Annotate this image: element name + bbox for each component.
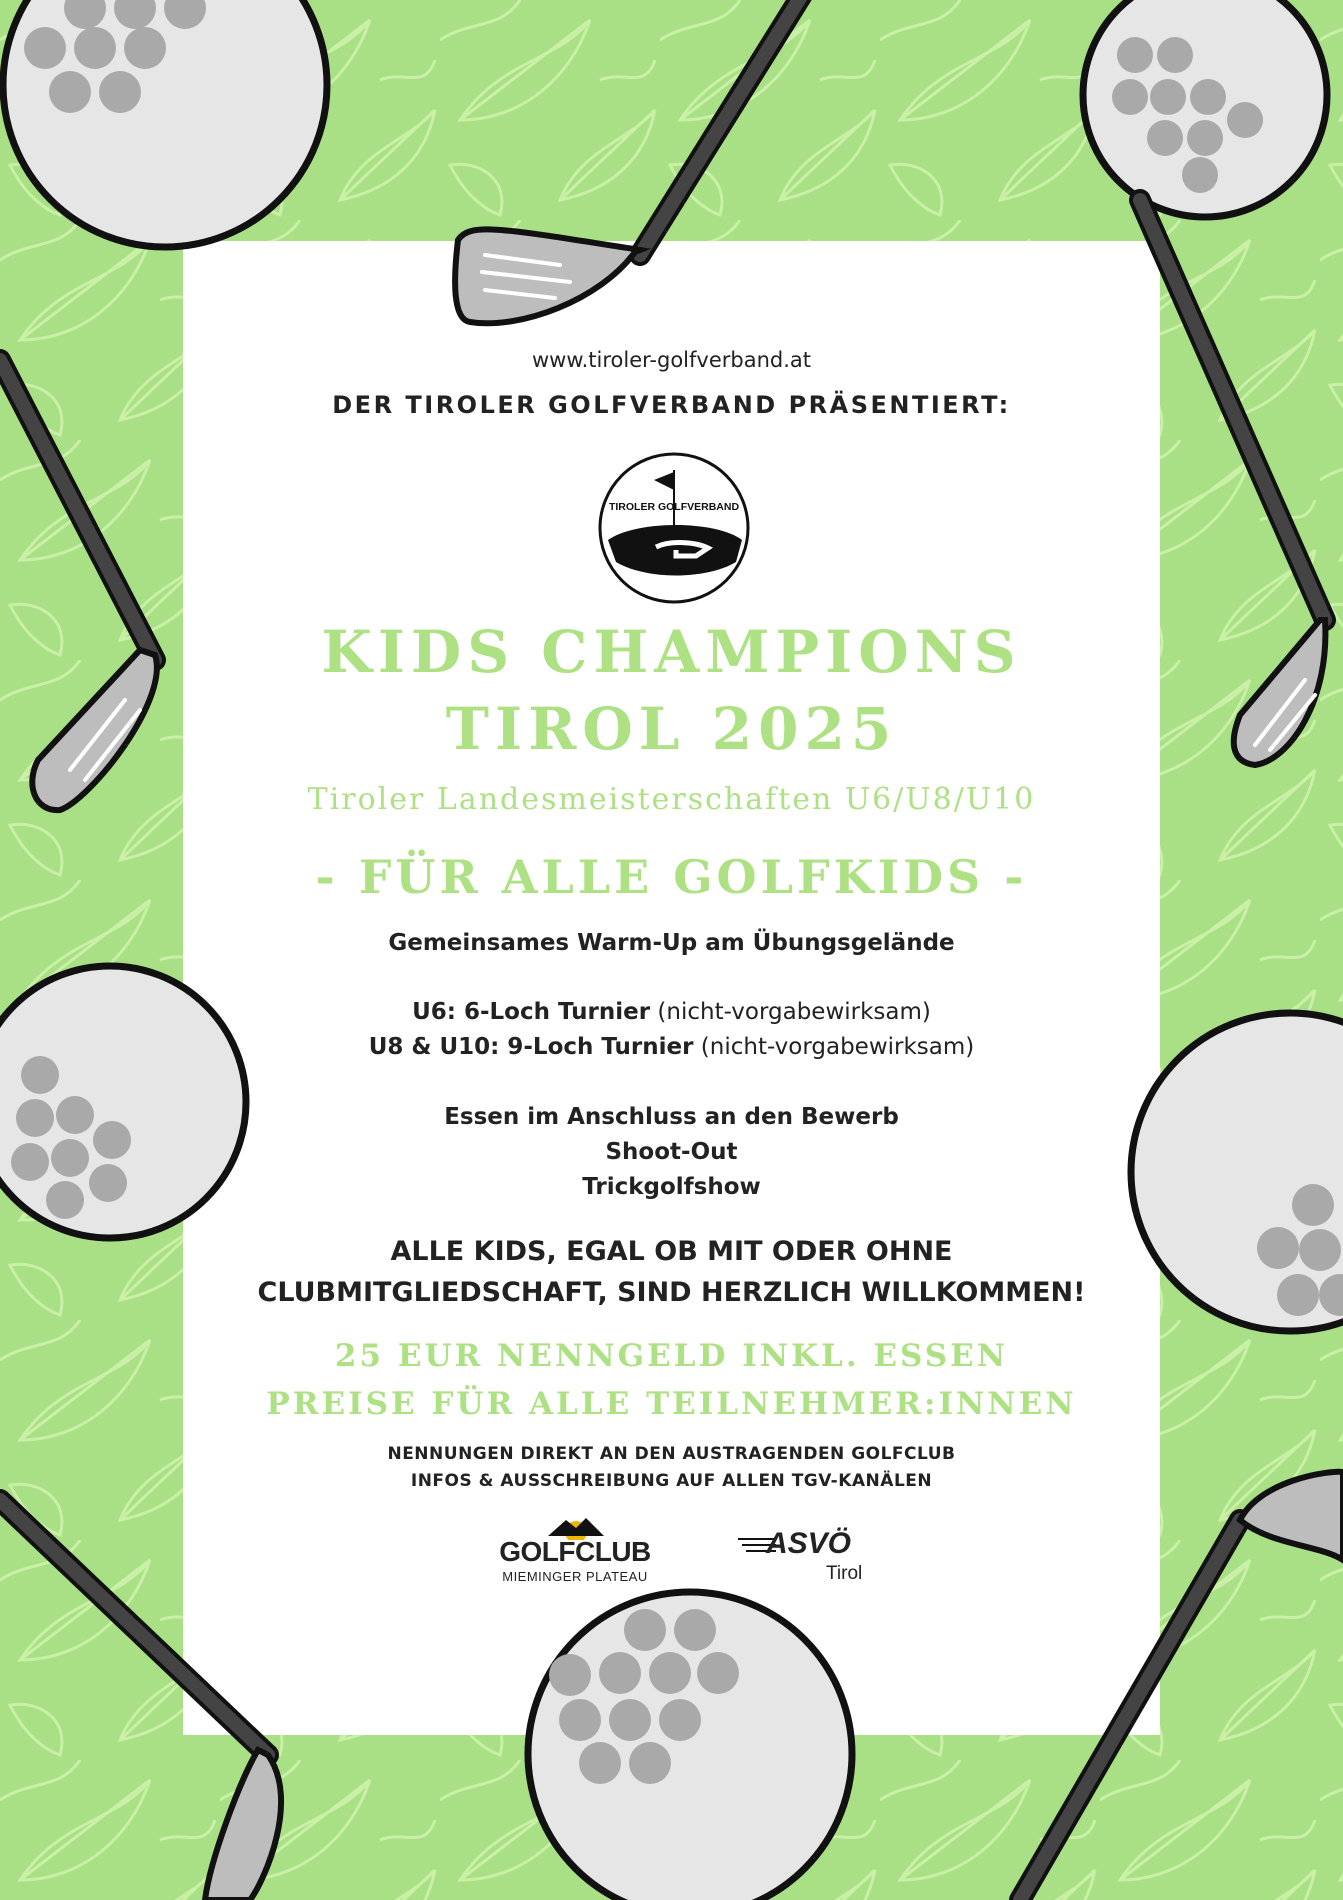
event-subtitle: Tiroler Landesmeisterschaften U6/U8/U10 bbox=[307, 782, 1036, 817]
asvo-name: ASVÖ bbox=[766, 1527, 852, 1560]
tagline: - FÜR ALLE GOLFKIDS - bbox=[315, 850, 1028, 904]
registration-info: NENNUNGEN DIREKT AN DEN AUSTRAGENDEN GOLFCLUB bbox=[387, 1444, 956, 1464]
asvo-subtitle: Tirol bbox=[826, 1563, 863, 1584]
program-trickgolf: Trickgolfshow bbox=[582, 1174, 761, 1200]
program-food: Essen im Anschluss an den Bewerb bbox=[444, 1104, 899, 1130]
program-u6: U6: 6-Loch Turnier (nicht-vorgabewirksam) bbox=[412, 999, 931, 1025]
prizes: PREISE FÜR ALLE TEILNEHMER:INNEN bbox=[266, 1386, 1077, 1422]
asvo-logo bbox=[738, 1525, 878, 1587]
golfclub-logo bbox=[490, 1512, 660, 1584]
golfclub-subtitle: MIEMINGER PLATEAU bbox=[502, 1569, 648, 1584]
welcome-line-2: CLUBMITGLIEDSCHAFT, SIND HERZLICH WILLKOMMEN! bbox=[257, 1277, 1086, 1308]
program-u8-u10: U8 & U10: 9-Loch Turnier (nicht-vorgabewirksam) bbox=[368, 1034, 975, 1060]
tgv-logo bbox=[596, 450, 752, 606]
program-shootout: Shoot-Out bbox=[605, 1139, 738, 1165]
event-title-year: TIROL 2025 bbox=[445, 695, 898, 763]
svg-text:TIROLER GOLFVERBAND: TIROLER GOLFVERBAND bbox=[608, 501, 740, 513]
program-warmup: Gemeinsames Warm-Up am Übungsgelände bbox=[388, 930, 955, 956]
channels-info: INFOS & AUSSCHREIBUNG AUF ALLEN TGV-KANÄLEN bbox=[410, 1471, 933, 1491]
entry-fee: 25 EUR NENNGELD INKL. ESSEN bbox=[334, 1338, 1009, 1374]
presenter-heading: DER TIROLER GOLFVERBAND PRÄSENTIERT: bbox=[332, 391, 1011, 419]
welcome-line-1: ALLE KIDS, EGAL OB MIT ODER OHNE bbox=[390, 1236, 953, 1267]
golfclub-name: GOLFCLUB bbox=[499, 1536, 651, 1567]
website-url[interactable]: www.tiroler-golfverband.at bbox=[532, 348, 811, 372]
event-title: KIDS CHAMPIONS bbox=[321, 618, 1022, 686]
